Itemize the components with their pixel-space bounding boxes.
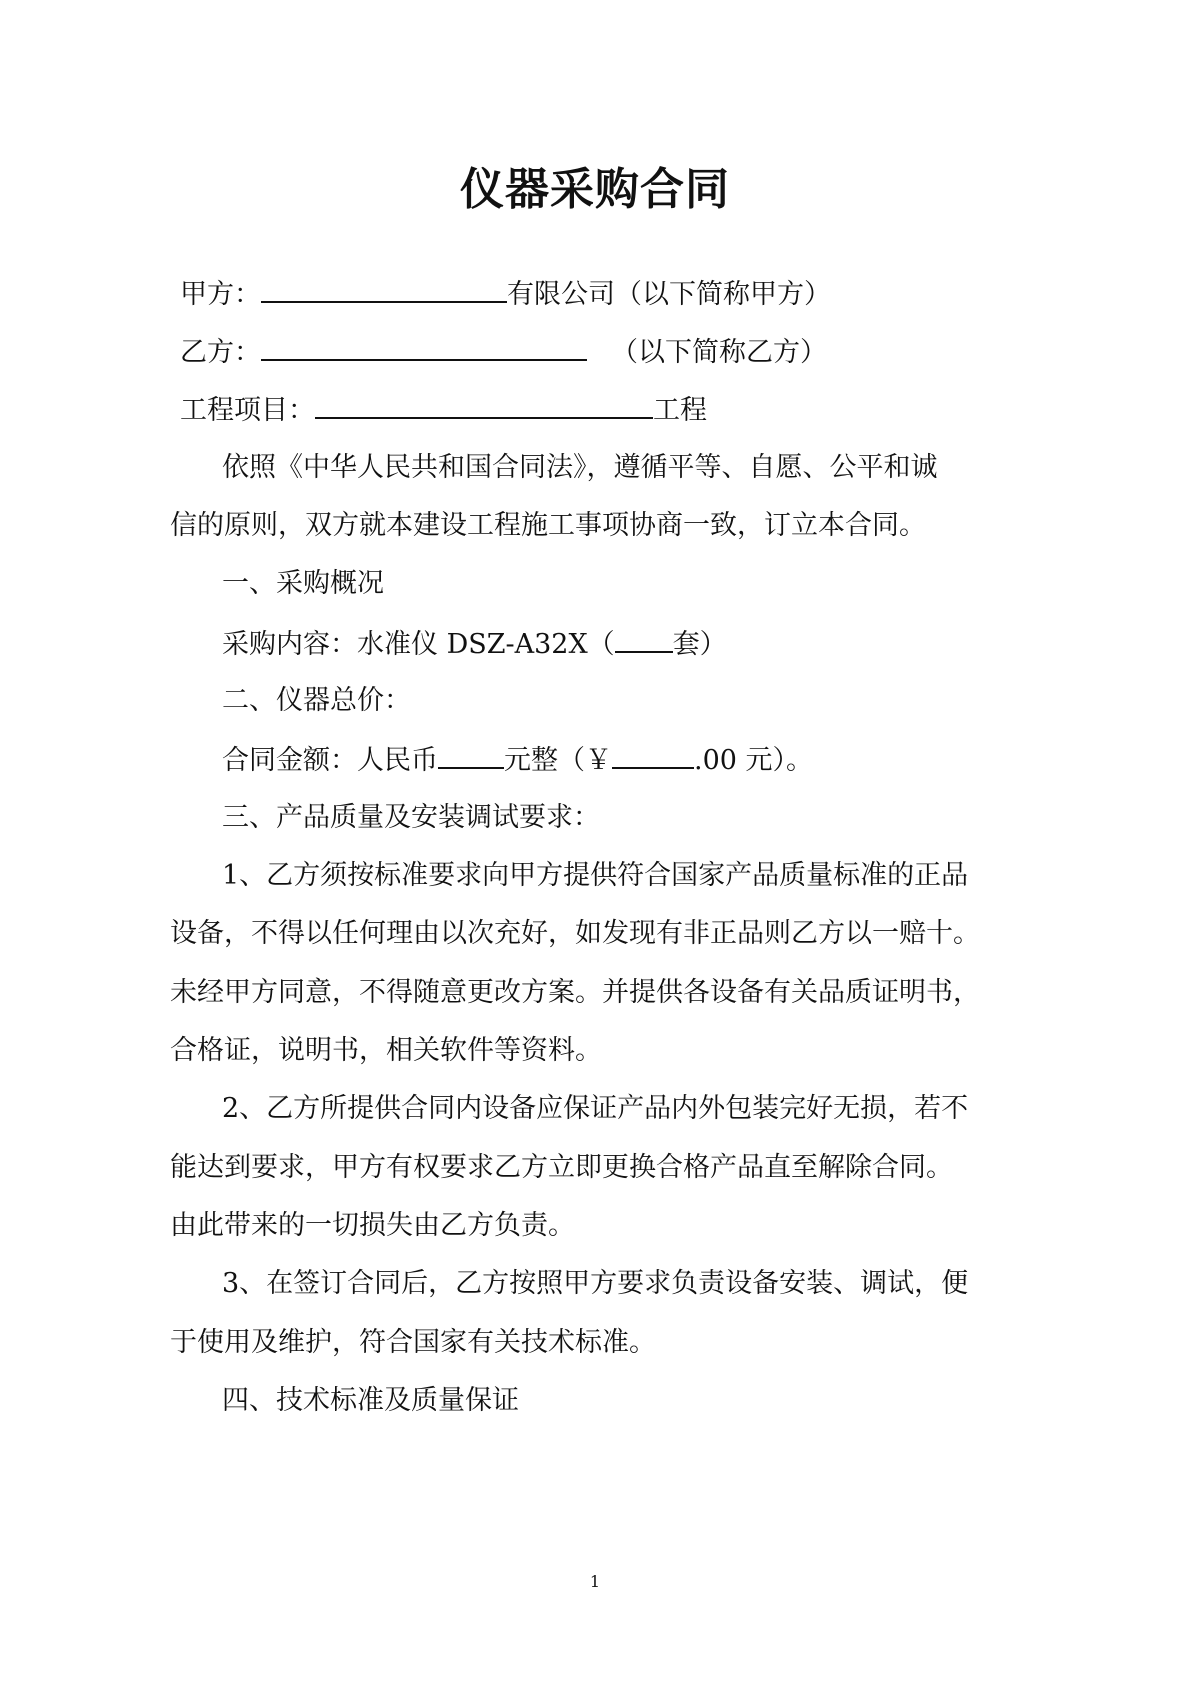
intro-line-2: 信的原则，双方就本建设工程施工事项协商一致，订立本合同。 xyxy=(170,510,926,541)
item1-line-1: 1、乙方须按标准要求向甲方提供符合国家产品质量标准的正品 xyxy=(222,860,969,891)
item1-line-3: 未经甲方同意，不得随意更改方案。并提供各设备有关品质证明书， xyxy=(170,977,980,1008)
amount-prefix: 合同金额：人民币 xyxy=(222,745,438,776)
party-b-suffix: （以下简称乙方） xyxy=(611,337,827,368)
project-label: 工程项目： xyxy=(180,395,315,426)
project-suffix: 工程 xyxy=(653,395,707,426)
page-number: 1 xyxy=(589,1572,601,1591)
party-a-label: 甲方： xyxy=(180,279,261,310)
amount-suffix: .00 元）。 xyxy=(694,745,814,776)
item2-line-1: 2、乙方所提供合同内设备应保证产品内外包装完好无损，若不 xyxy=(222,1093,969,1124)
purchase-content-line xyxy=(222,625,727,663)
party-b-line xyxy=(180,333,827,371)
item3-line-1: 3、在签订合同后，乙方按照甲方要求负责设备安装、调试，便 xyxy=(222,1268,969,1299)
party-b-label: 乙方： xyxy=(180,337,261,368)
purchase-content-prefix: 采购内容：水准仪 DSZ-A32X（ xyxy=(222,629,615,660)
project-blank[interactable] xyxy=(315,391,653,419)
amount-number-blank[interactable] xyxy=(612,741,694,769)
item1-line-2: 设备，不得以任何理由以次充好，如发现有非正品则乙方以一赔十。 xyxy=(170,918,980,949)
project-line xyxy=(180,391,707,429)
contract-amount-line xyxy=(222,741,813,779)
amount-words-blank[interactable] xyxy=(438,741,504,769)
intro-line-1: 依照《中华人民共和国合同法》，遵循平等、自愿、公平和诚 xyxy=(222,452,938,483)
section3-heading: 三、产品质量及安装调试要求： xyxy=(222,802,600,833)
item1-line-4: 合格证，说明书，相关软件等资料。 xyxy=(170,1035,602,1066)
section1-heading: 一、采购概况 xyxy=(222,568,384,599)
party-a-blank[interactable] xyxy=(261,275,507,303)
section4-heading: 四、技术标准及质量保证 xyxy=(222,1385,519,1416)
section2-heading: 二、仪器总价： xyxy=(222,685,411,716)
purchase-content-suffix: 套） xyxy=(672,629,727,660)
party-a-line xyxy=(180,275,831,313)
item2-line-3: 由此带来的一切损失由乙方负责。 xyxy=(170,1210,575,1241)
item2-line-2: 能达到要求，甲方有权要求乙方立即更换合格产品直至解除合同。 xyxy=(170,1152,953,1183)
item3-line-2: 于使用及维护，符合国家有关技术标准。 xyxy=(170,1327,656,1358)
party-b-blank[interactable] xyxy=(261,333,587,361)
document-title: 仪器采购合同 xyxy=(460,164,730,215)
amount-middle: 元整（￥ xyxy=(504,745,612,776)
purchase-quantity-blank[interactable] xyxy=(615,625,673,653)
party-a-suffix: 有限公司（以下简称甲方） xyxy=(507,279,831,310)
